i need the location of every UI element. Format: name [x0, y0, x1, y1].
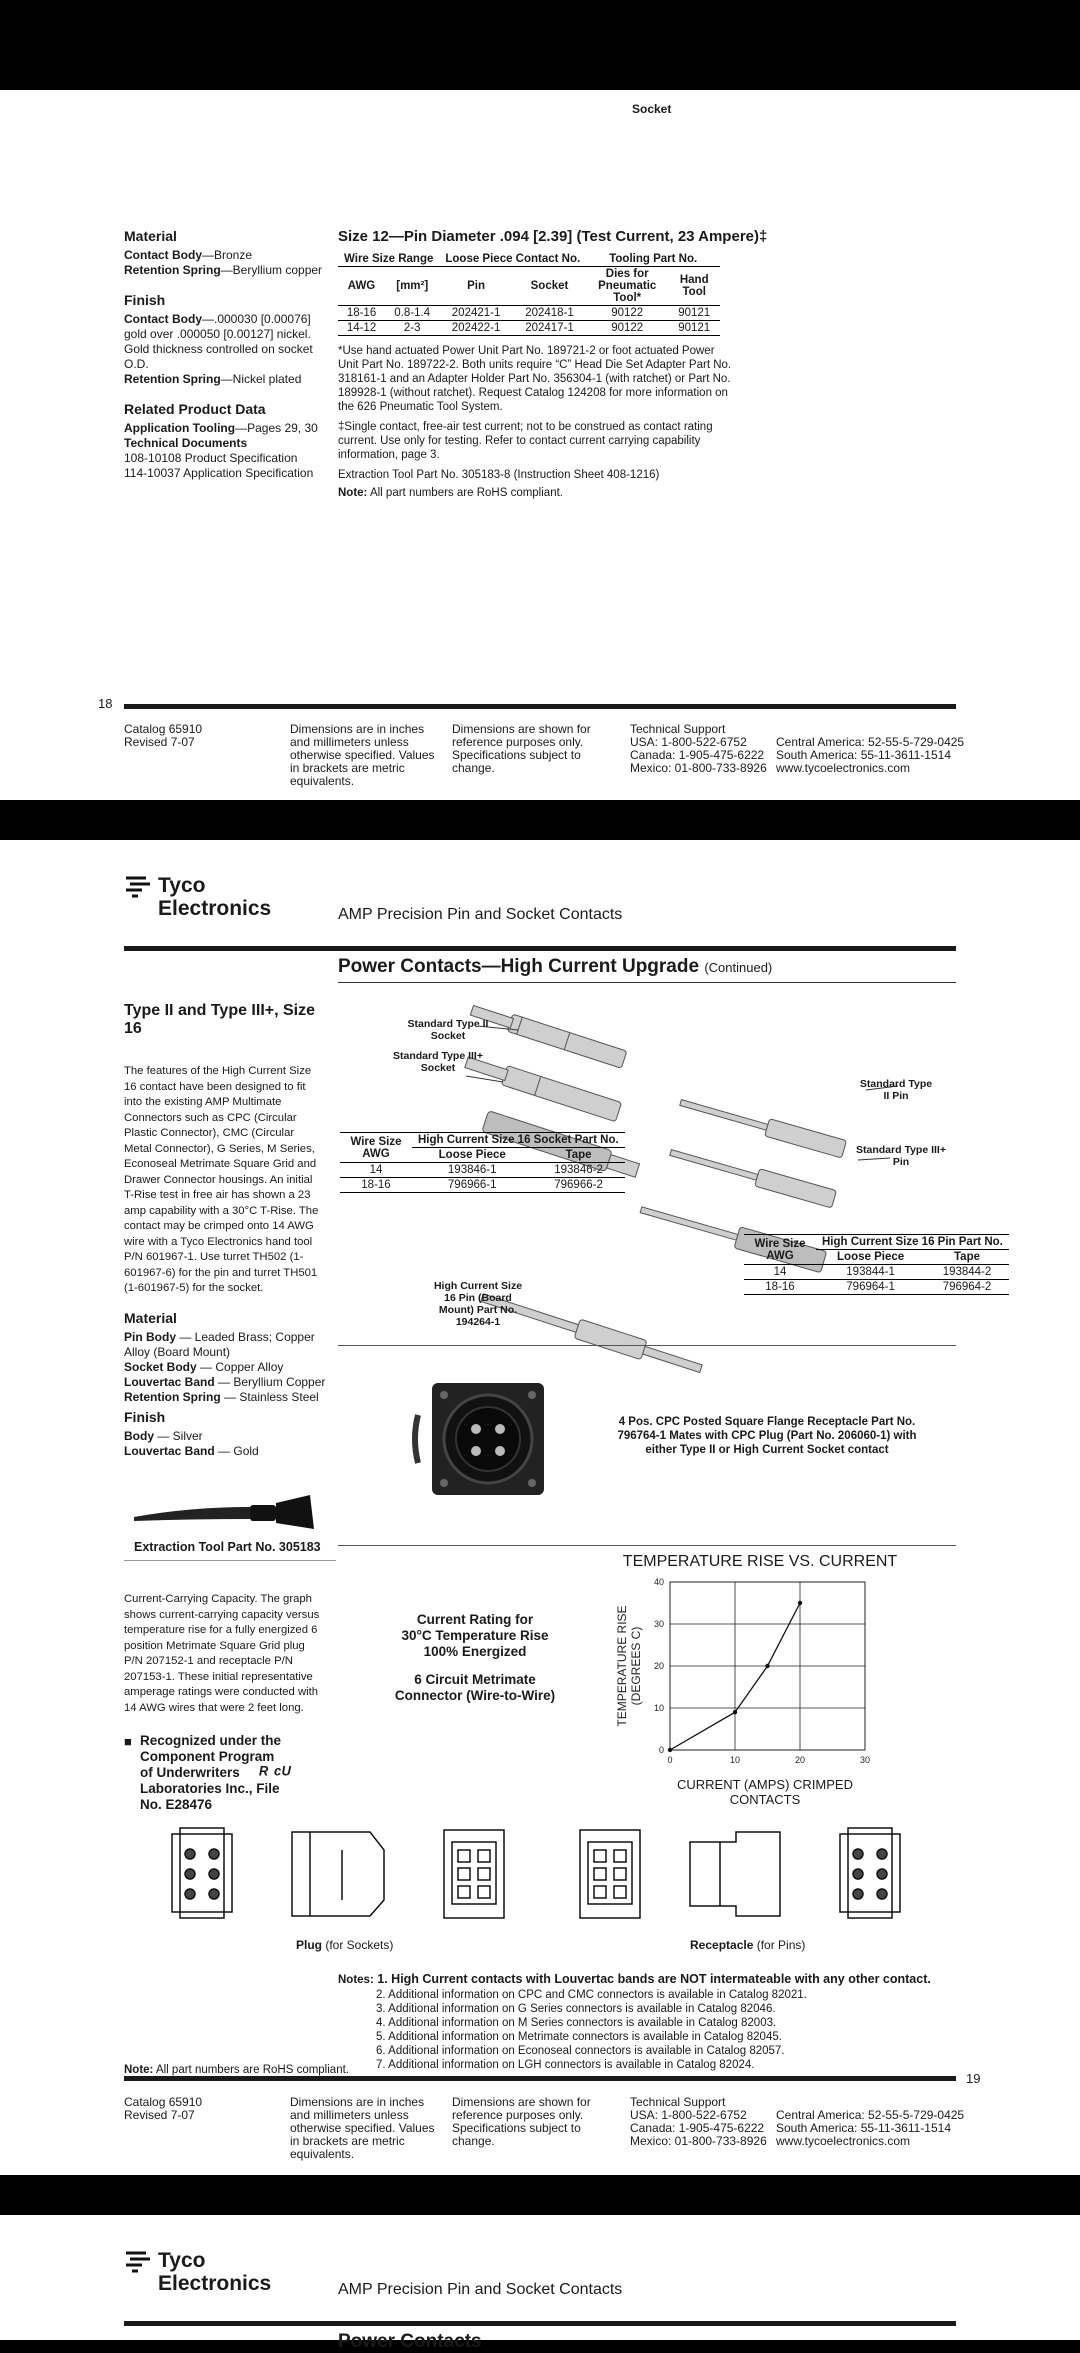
- cell: 796966-1: [447, 1179, 497, 1191]
- support-canada: Canada: 1-905-475-6222: [630, 2121, 765, 2135]
- rating-line-3: 100% Energized: [423, 1644, 527, 1659]
- ul-recognition: Recognized under the Component Program of Underwriters Laboratories Inc., File No. E28476: [140, 1733, 282, 1812]
- support-usa: USA: 1-800-522-6752: [630, 2108, 747, 2122]
- cell: 193846-1: [447, 1164, 497, 1176]
- pin-body-key: Pin Body: [124, 1330, 177, 1344]
- rohs-note-text: All part numbers are RoHS compliant.: [155, 2064, 349, 2076]
- label-hc-pin: High Current Size 16 Pin (Board Mount) Part No. 194264-1: [433, 1280, 523, 1328]
- support-south-america: South America: 55-11-3611-1514: [776, 748, 952, 762]
- cell: 202418-1: [525, 307, 574, 319]
- rating-line-4: 6 Circuit Metrimate: [414, 1672, 536, 1687]
- socket-part-table: [340, 1132, 625, 1193]
- support-south-america: South America: 55-11-3611-1514: [776, 2121, 952, 2135]
- receptacle-rear-icon: [580, 1830, 640, 1918]
- note-6: 6. Additional information on Econoseal connectors is available in Catalog 82057.: [376, 2045, 785, 2057]
- brand-line-2: Electronics: [158, 897, 272, 920]
- revised-date: Revised 7-07: [124, 735, 195, 749]
- product-data-column: [124, 228, 324, 481]
- page-title-text: Power Contacts—High Current Upgrade: [338, 956, 700, 977]
- extraction-tool-icon: [130, 1485, 320, 1535]
- y-axis-label: TEMPERATURE RISE(DEGREES C): [615, 1605, 643, 1727]
- data-point: [668, 1748, 672, 1752]
- support-mexico: Mexico: 01-800-733-8926: [630, 2134, 767, 2148]
- support-heading: Technical Support: [630, 722, 726, 736]
- type-iii-pin-icon: [668, 1144, 836, 1208]
- size-12-table: [338, 252, 720, 336]
- socket-body-value: — Copper Alloy: [196, 1360, 284, 1374]
- tyco-logo-icon: [124, 874, 152, 900]
- rating-line-1: Current Rating for: [416, 1612, 534, 1627]
- tyco-logo-icon: [124, 2249, 152, 2275]
- brand-line-1: Tyco: [158, 874, 206, 897]
- cell: 796964-1: [846, 1281, 895, 1293]
- receptacle-face-icon: [840, 1828, 900, 1918]
- footer-catalog: [124, 723, 202, 749]
- note-4: 4. Additional information on M Series connectors is available in Catalog 82003.: [376, 2017, 777, 2029]
- extraction-tool-text: Extraction Tool Part No. 305183-8 (Instruction Sheet 408-1216): [338, 469, 660, 481]
- table-row: [744, 1280, 1009, 1295]
- size-12-title: Size 12—Pin Diameter .094 [2.39] (Test Current, 23 Ampere)‡: [338, 228, 768, 245]
- material-heading: Material: [124, 228, 177, 244]
- doc-108: 108-10108 Product Specification: [124, 451, 298, 465]
- cell: 90121: [678, 322, 711, 334]
- cell: 796964-2: [942, 1281, 992, 1293]
- material-column: [124, 1310, 334, 1459]
- type-heading: Type II and Type III+, Size 16: [124, 1002, 316, 1037]
- current-capacity-text: Current-Carrying Capacity. The graph shows current-carrying capacity versus temperature rise for a fully energized 6 position Metrimate Square Grid plug P/N 207152-1 and receptacle P/N 207153-1. These initial representative amperage ratings were conducted with 14 AWG wires that were 2 feet long.: [124, 1593, 320, 1714]
- retention-spring-value: — Stainless Steel: [220, 1390, 319, 1404]
- label-std-iii-socket: Standard Type III+ Socket: [393, 1050, 483, 1074]
- tech-docs-key: Technical Documents: [124, 436, 248, 450]
- socket-body-key: Socket Body: [124, 1360, 197, 1374]
- cell: 14: [369, 1164, 383, 1176]
- finish-retention-key: Retention Spring: [124, 372, 221, 386]
- doc-114: 114-10037 Application Specification: [124, 466, 314, 480]
- rohs-note-p2: [124, 2063, 349, 2077]
- finish-contact-value: —.000030 [0.00076] gold over .000050 [0.00127] nickel. Gold thickness controlled on socket O.D.: [124, 312, 313, 371]
- cell: 18-16: [765, 1281, 795, 1293]
- header-rule: [124, 946, 956, 951]
- receptacle-caption: 4 Pos. CPC Posted Square Flange Receptacle Part No. 796764-1 Mates with CPC Plug (Part No. 206060-1) with either Type II or High Current Socket contact: [617, 1416, 917, 1456]
- footer-reference-note: Dimensions are shown for reference purposes only. Specifications subject to change.: [452, 722, 591, 775]
- catalog-page-20: [0, 2215, 1080, 2352]
- support-canada: Canada: 1-905-475-6222: [630, 748, 765, 762]
- cpc-receptacle-icon: [412, 1365, 557, 1510]
- connector-drawings: [160, 1820, 960, 1928]
- th-loose-piece: Loose Piece Contact No.: [445, 253, 581, 265]
- x-tick-label: 0: [667, 1755, 673, 1765]
- page-number: 18: [98, 696, 113, 711]
- label-std-ii-pin: Standard Type II Pin: [859, 1078, 933, 1102]
- retention-spring-key: Retention Spring: [124, 1390, 221, 1404]
- plug-caption: [296, 1938, 393, 1952]
- cell: 90122: [611, 307, 644, 319]
- cell: 90121: [678, 307, 711, 319]
- data-point: [798, 1601, 802, 1605]
- cell: 2-3: [403, 322, 421, 334]
- body-value: — Silver: [154, 1429, 203, 1443]
- louvertac-key: Louvertac Band: [124, 1375, 215, 1389]
- page-header: AMP Precision Pin and Socket Contacts: [338, 906, 623, 923]
- note-2: 2. Additional information on CPC and CMC connectors is available in Catalog 82021.: [376, 1989, 807, 2001]
- support-central-america: Central America: 52-55-5-729-0425: [776, 735, 965, 749]
- table-row: [744, 1265, 1009, 1280]
- note-1: 1. High Current contacts with Louvertac bands are NOT intermateable with any other contact.: [377, 1972, 931, 1986]
- th-socket-part: High Current Size 16 Socket Part No.: [412, 1133, 625, 1148]
- label-std-iii-pin: Standard Type III+ Pin: [856, 1144, 946, 1168]
- label-std-ii-socket: Standard Type II Socket: [407, 1018, 489, 1042]
- note-7: 7. Additional information on LGH connectors is available in Catalog 82024.: [376, 2059, 755, 2071]
- note-5: 5. Additional information on Metrimate connectors is available in Catalog 82045.: [376, 2031, 782, 2043]
- note-3: 3. Additional information on G Series connectors is available in Catalog 82046.: [376, 2003, 776, 2015]
- x-tick-label: 30: [859, 1755, 871, 1765]
- th-wire-size: Wire Size Range: [344, 253, 434, 265]
- section-rule-2: [338, 1545, 956, 1546]
- data-point: [765, 1664, 769, 1668]
- page-title: Power Contacts: [338, 2331, 482, 2352]
- louvertac-finish-key: Louvertac Band: [124, 1444, 215, 1458]
- header-rule: [124, 2321, 956, 2326]
- website-link[interactable]: www.tycoelectronics.com: [776, 761, 911, 775]
- brand-line-2: Electronics: [158, 2272, 272, 2295]
- finish-heading: Finish: [124, 292, 166, 308]
- table-row: [338, 321, 720, 336]
- y-tick-label: 30: [653, 1619, 664, 1629]
- finish-retention-value: —Nickel plated: [220, 372, 302, 386]
- plug-label: Plug: [296, 1938, 322, 1952]
- footer-catalog: [124, 2096, 202, 2122]
- rating-line-2: 30°C Temperature Rise: [401, 1628, 549, 1643]
- footer-support: [630, 723, 767, 775]
- footer-rule: [124, 704, 956, 709]
- test-current-note: ‡Single contact, free-air test current; not to be construed as contact rating current. Use only for testing. Refer to contact current carrying capability information, page 3.: [338, 421, 713, 461]
- chart-x-label: CURRENT (AMPS) CRIMPED CONTACTS: [677, 1777, 853, 1807]
- th-pin-part: High Current Size 16 Pin Part No.: [816, 1235, 1009, 1250]
- cell: 18-16: [346, 307, 377, 319]
- louvertac-finish-value: — Gold: [214, 1444, 259, 1458]
- page-header: AMP Precision Pin and Socket Contacts: [338, 2281, 623, 2298]
- finish-contact-key: Contact Body: [124, 312, 202, 326]
- type-ii-pin-icon: [678, 1094, 846, 1158]
- catalog-page-18: [0, 90, 1080, 800]
- footer-reference-note: Dimensions are shown for reference purposes only. Specifications subject to change.: [452, 2095, 591, 2148]
- footer-dimensions-note: Dimensions are in inches and millimeters unless otherwise specified. Values in brackets are metric equivalents.: [290, 2095, 435, 2161]
- tool-note: *Use hand actuated Power Unit Part No. 189721-2 or foot actuated Power Unit Part No. 189722-2. Both units require “C” Head Die Set Adapter Part No. 318161-1 and an Adapter Holder Part No. 356304-1 (with ratchet) or Part No. 189928-1 (without ratchet). Request Catalog 124208 for more information on the 626 Pneumatic Tool System.: [338, 345, 732, 413]
- footer-dimensions-note: Dimensions are in inches and millimeters unless otherwise specified. Values in brackets are metric equivalents.: [290, 722, 435, 788]
- receptacle-label: Receptacle: [690, 1938, 754, 1952]
- th-tooling: Tooling Part No.: [586, 252, 720, 267]
- revised-date: Revised 7-07: [124, 2108, 195, 2122]
- brand-name: [158, 874, 271, 920]
- pin-body-value: — Leaded Brass; Copper Alloy (Board Mount): [124, 1330, 315, 1359]
- rohs-note-label: Note:: [338, 487, 368, 499]
- title-rule: [338, 982, 956, 983]
- retention-value: —Beryllium copper: [220, 263, 323, 277]
- app-tooling-value: —Pages 29, 30: [235, 421, 318, 435]
- th-hand-tool: Hand Tool: [679, 274, 709, 298]
- website-link[interactable]: www.tycoelectronics.com: [776, 2134, 911, 2148]
- louvertac-value: — Beryllium Copper: [214, 1375, 326, 1389]
- footer-rule: [124, 2076, 956, 2081]
- cell: 202417-1: [525, 322, 574, 334]
- rohs-note-label: Note:: [124, 2064, 154, 2076]
- support-heading: Technical Support: [630, 2095, 726, 2109]
- th-wire-size: Wire Size AWG: [754, 1237, 806, 1262]
- th-loose-piece: Loose Piece: [837, 1251, 905, 1263]
- cell: 0.8-1.4: [394, 307, 431, 319]
- rohs-note: All part numbers are RoHS compliant.: [369, 487, 563, 499]
- cell: 193846-2: [554, 1164, 603, 1176]
- notes-label: Notes:: [338, 1974, 374, 1986]
- extraction-tool-label: Extraction Tool Part No. 305183: [134, 1540, 321, 1554]
- th-tape: Tape: [954, 1251, 981, 1263]
- plug-rear-icon: [444, 1830, 504, 1918]
- catalog-number: Catalog 65910: [124, 722, 203, 736]
- ul-bullet: ■: [124, 1734, 132, 1749]
- th-awg: AWG: [338, 267, 385, 306]
- rating-line-5: Connector (Wire-to-Wire): [394, 1688, 556, 1703]
- cell: 193844-2: [942, 1266, 992, 1278]
- material-heading: Material: [124, 1310, 177, 1326]
- cell: 202421-1: [451, 307, 501, 319]
- brand-line-1: Tyco: [158, 2249, 206, 2272]
- current-rating-block: [380, 1612, 570, 1704]
- footer-intl: [776, 2109, 964, 2148]
- support-mexico: Mexico: 01-800-733-8926: [630, 761, 767, 775]
- size-12-section: [338, 228, 958, 500]
- y-tick-label: 0: [658, 1745, 664, 1755]
- related-heading: Related Product Data: [124, 401, 266, 417]
- cell: 14-12: [346, 322, 377, 334]
- type-description: The features of the High Current Size 16 contact have been designed to fit into the existing AMP Multimate Connectors such as CPC (Circular Plastic Connector), CMC (Circular Metal Connector), G Series, M Series, Econoseal Metrimate Square Grid and Drawer Connector housings. An initial T-Rise test in free air has shown a 23 amp capability with a 30°C T-Rise. The contact may be crimped onto 14 AWG wire with a Tyco Electronics hand tool P/N 601967-1. Use turret TH502 (1-601967-6) for the pin and turret TH501 (1-601967-5) for the socket.: [124, 1065, 319, 1294]
- th-tape: Tape: [565, 1149, 592, 1161]
- pin-part-table: [744, 1234, 1009, 1295]
- x-tick-label: 20: [794, 1755, 806, 1765]
- th-loose-piece: Loose Piece: [438, 1149, 506, 1161]
- notes-block: [338, 1972, 960, 2072]
- cell: 90122: [611, 322, 644, 334]
- plug-side-icon: [292, 1832, 384, 1916]
- y-tick-label: 40: [653, 1577, 664, 1587]
- receptacle-sub-label: (for Pins): [756, 1938, 806, 1952]
- table-row: [340, 1163, 625, 1178]
- temperature-rise-chart: [610, 1574, 910, 1774]
- cell: 796966-2: [554, 1179, 603, 1191]
- footer-intl: [776, 736, 964, 775]
- retention-key: Retention Spring: [124, 263, 221, 277]
- th-pin: Pin: [439, 267, 512, 306]
- receptacle-caption-small: [690, 1938, 805, 1952]
- brand-name: [158, 2249, 271, 2295]
- x-tick-label: 10: [729, 1755, 741, 1765]
- th-wire-size: Wire Size AWG: [350, 1135, 402, 1160]
- catalog-page-19: [0, 840, 1080, 2175]
- y-tick-label: 20: [653, 1661, 664, 1671]
- chart-title: TEMPERATURE RISE VS. CURRENT: [622, 1553, 898, 1570]
- table-row: [340, 1178, 625, 1193]
- th-mm: [mm²]: [385, 267, 439, 306]
- receptacle-side-icon: [690, 1832, 780, 1916]
- support-usa: USA: 1-800-522-6752: [630, 735, 747, 749]
- catalog-number: Catalog 65910: [124, 2095, 203, 2109]
- th-socket: Socket: [513, 267, 586, 306]
- data-point: [733, 1710, 737, 1714]
- support-central-america: Central America: 52-55-5-729-0425: [776, 2108, 965, 2122]
- th-dies: Dies for Pneumatic Tool*: [598, 268, 657, 304]
- ur-mark-icon: ᴿ ᶜᵁ: [258, 1764, 291, 1785]
- table-row: [338, 306, 720, 321]
- plug-face-icon: [172, 1828, 232, 1918]
- cell: 202422-1: [451, 322, 501, 334]
- cell: 18-16: [361, 1179, 391, 1191]
- y-tick-label: 10: [653, 1703, 664, 1713]
- finish-heading: Finish: [124, 1409, 166, 1425]
- section-rule-1: [338, 1345, 956, 1346]
- page-number: 19: [966, 2071, 981, 2086]
- plug-sub-label: (for Sockets): [325, 1938, 394, 1952]
- socket-label: Socket: [632, 102, 672, 116]
- contact-body-value: —Bronze: [202, 248, 253, 262]
- app-tooling-key: Application Tooling: [124, 421, 236, 435]
- footer-support: [630, 2096, 767, 2148]
- cell: 193844-1: [846, 1266, 895, 1278]
- page-title: [338, 956, 772, 978]
- title-continued: (Continued): [704, 960, 773, 975]
- cell: 14: [773, 1266, 787, 1278]
- body-key: Body: [124, 1429, 154, 1443]
- contact-body-key: Contact Body: [124, 248, 202, 262]
- extraction-rule: [124, 1560, 336, 1561]
